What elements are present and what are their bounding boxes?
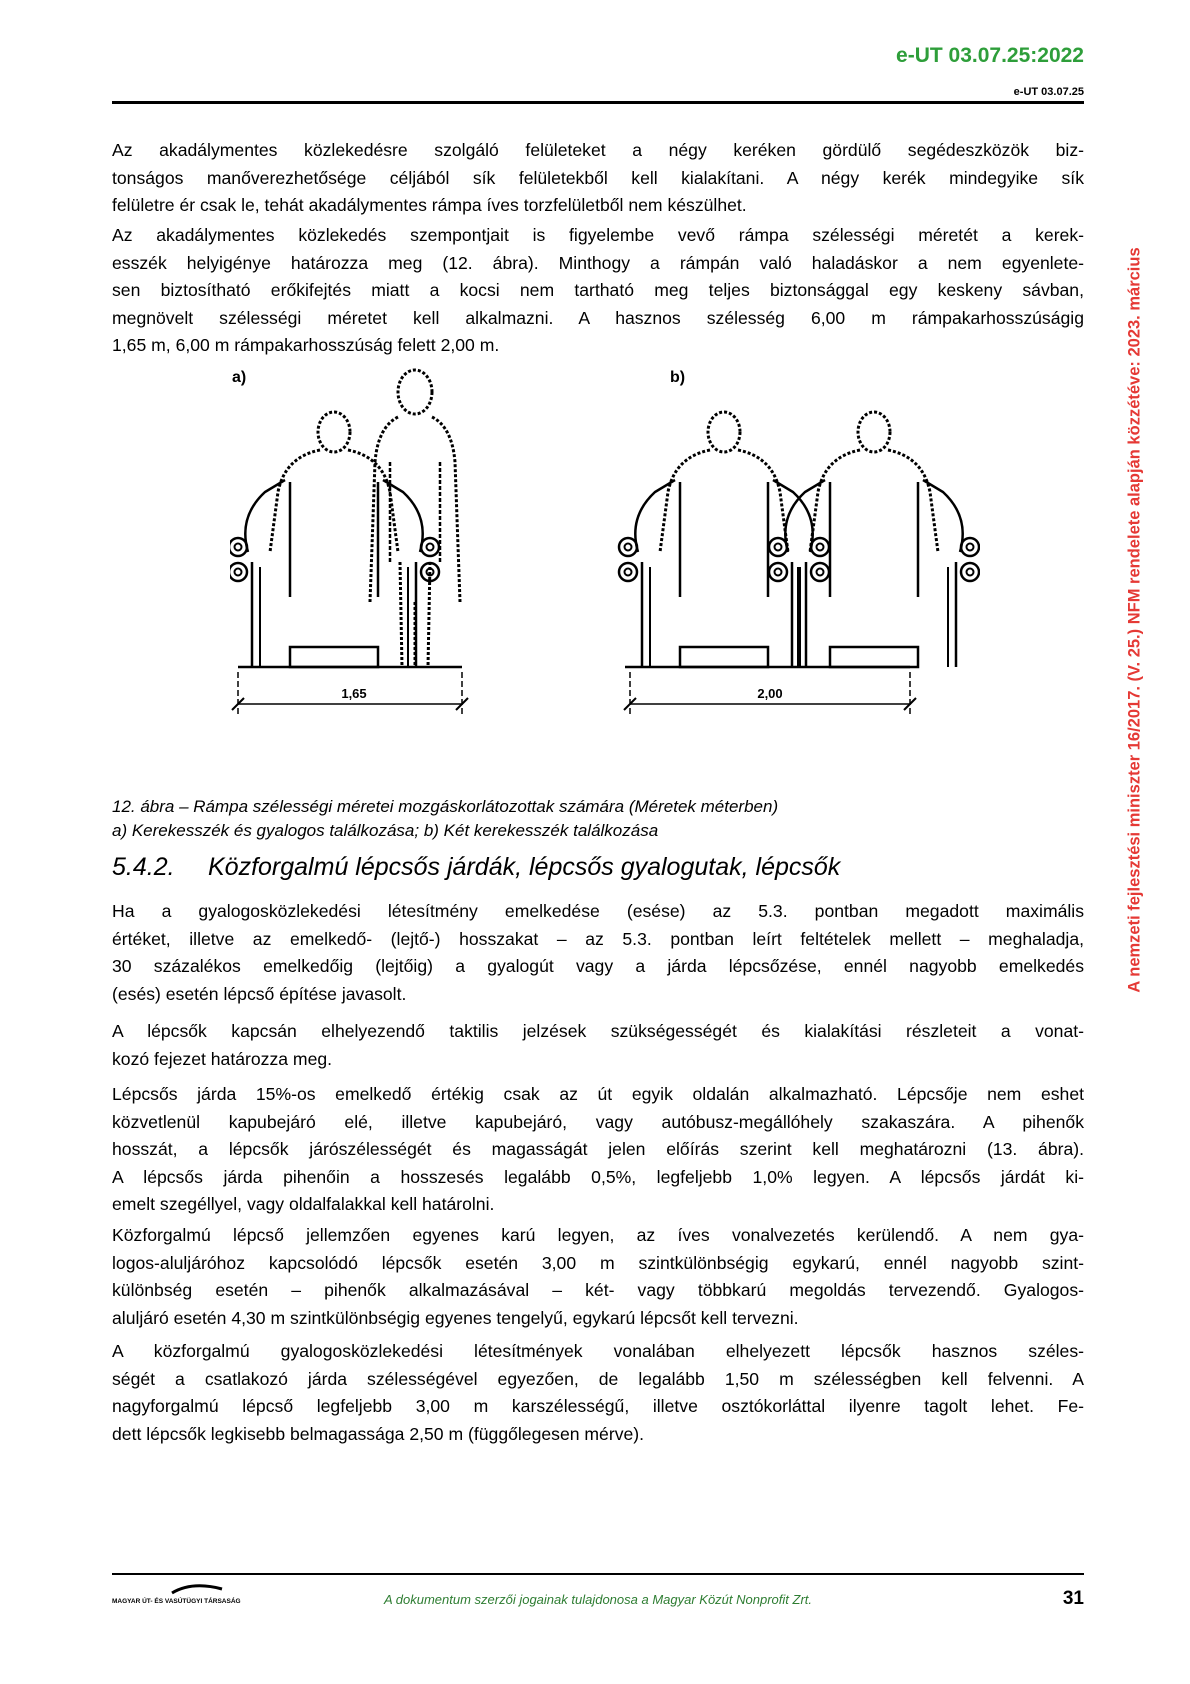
header-doc-code-small: e-UT 03.07.25 xyxy=(1013,86,1084,98)
society-logo-text: MAGYAR ÚT- ÉS VASÚTÜGYI TÁRSASÁG xyxy=(112,1598,241,1605)
paragraph-line: ségét a csatlakozó járda szélességével egyezően, de legalább 1,50 m szélességben kell felvenni. A xyxy=(112,1368,1084,1389)
footer-copyright: A dokumentum szerzői jogainak tulajdonosa a Magyar Közút Nonprofit Zrt. xyxy=(383,1592,812,1607)
paragraph-line: 1,65 m, 6,00 m rámpakarhosszúság felett 2,00 m. xyxy=(112,335,500,355)
section-heading xyxy=(112,853,840,882)
dimension-a-label: 1,65 xyxy=(341,686,367,701)
section-number: 5.4.2. xyxy=(112,853,175,881)
paragraph-line: közvetlenül kapubejáró elé, illetve kapubejáró, vagy autóbusz-megállóhely szakaszára. A pihenők xyxy=(112,1111,1084,1132)
paragraph-line: emelt szegéllyel, vagy oldalfalakkal kell határolni. xyxy=(112,1194,495,1214)
paragraph-5 xyxy=(112,1081,1084,1219)
page-number: 31 xyxy=(1062,1588,1084,1609)
figure-label-a: a) xyxy=(232,369,247,386)
paragraph-line: 30 százalékos emelkedőig (lejtőig) a gyalogút vagy a járda lépcsőzése, ennél nagyobb emelkedés xyxy=(112,956,1084,976)
paragraph-line: dett lépcsők legkisebb belmagassága 2,50 m (függőlegesen mérve). xyxy=(112,1423,645,1444)
footer-rule xyxy=(112,1573,1084,1575)
wheelchair-figure-b-right xyxy=(769,412,979,667)
figure-caption xyxy=(112,795,778,843)
paragraph-1 xyxy=(112,137,1084,220)
figure-caption-line-1: 12. ábra – Rámpa szélességi méretei mozgáskorlátozottak számára (Méretek méterben) xyxy=(112,797,779,816)
side-publication-note: A nemzeti fejlesztési miniszter 16/2017. (V. 25.) NFM rendelete alapján közzétéve: 2023. március xyxy=(1125,247,1144,993)
paragraph-line: A közforgalmú gyalogosközlekedési létesítmények vonalában elhelyezett lépcsők hasznos széles- xyxy=(112,1341,1084,1361)
ramp-width-figure xyxy=(230,362,980,777)
paragraph-2 xyxy=(112,222,1084,360)
paragraph-3 xyxy=(112,898,1084,1008)
paragraph-line: felületre ér csak le, tehát akadálymentes rámpa íves torzfelületből nem készülhet. xyxy=(112,195,747,215)
paragraph-line: különbség esetén – pihenők alkalmazásával – két- vagy többkarú megoldás tervezendő. Gyalogos- xyxy=(112,1280,1084,1300)
paragraph-line: Közforgalmú lépcső jellemzően egyenes karú legyen, az íves vonalvezetés kerülendő. A nem gya- xyxy=(112,1225,1084,1245)
paragraph-line: megnövelt szélességi méretet kell alkalmazni. A hasznos szélesség 6,00 m rámpakarhosszúságig xyxy=(112,307,1084,328)
paragraph-line: esszék helyigénye határozza meg (12. ábra). Minthogy a rámpán való haladáskor a nem egyenlete- xyxy=(112,252,1084,273)
wheelchair-figure-b-left xyxy=(619,412,829,667)
paragraph-line: A lépcsős járda pihenőin a hosszesés legalább 0,5%, legfeljebb 1,0% legyen. A lépcsős járdát ki- xyxy=(112,1166,1084,1187)
wheelchair-figure-a xyxy=(230,412,439,667)
paragraph-line: értéket, illetve az emelkedő- (lejtő-) hosszakat – az 5.3. pontban leírt feltételek mellett – meghaladja, xyxy=(112,928,1084,949)
paragraph-line: Az akadálymentes közlekedésre szolgáló felületeket a négy keréken gördülő segédeszközök biz- xyxy=(112,140,1084,160)
figure-label-b: b) xyxy=(670,369,686,386)
paragraph-6 xyxy=(112,1222,1084,1332)
paragraph-line: aluljáró esetén 4,30 m szintkülönbségig egyenes tengelyű, egykarú lépcsőt kell tervezni. xyxy=(112,1307,799,1328)
paragraph-line: Lépcsős járda 15%-os emelkedő értékig csak az út egyik oldalán alkalmazható. Lépcsője nem eshet xyxy=(112,1084,1084,1104)
figure-caption-line-2: a) Kerekesszék és gyalogos találkozása; b) Két kerekesszék találkozása xyxy=(112,821,659,840)
pedestrian-figure xyxy=(370,370,460,667)
paragraph-line: sen biztosítható erőkifejtés miatt a kocsi nem tartható meg teljes biztonsággal egy keskeny sávban, xyxy=(112,280,1084,300)
paragraph-line: A lépcsők kapcsán elhelyezendő taktilis jelzések szükségességét és kialakítási részleteit a vonat- xyxy=(112,1021,1084,1041)
dimension-b-label: 2,00 xyxy=(757,686,783,701)
paragraph-line: nagyforgalmú lépcső legfeljebb 3,00 m karszélességű, illetve osztókorláttal ilyenre tagolt lehet. Fe- xyxy=(112,1396,1084,1416)
header-doc-code: e-UT 03.07.25:2022 xyxy=(896,44,1084,67)
paragraph-line: logos-aluljáróhoz kapcsolódó lépcsők esetén 3,00 m szintkülönbségig egykarú, ennél nagyobb szint- xyxy=(112,1252,1084,1273)
paragraph-4 xyxy=(112,1018,1084,1073)
paragraph-line: Az akadálymentes közlekedés szempontjait is figyelembe vevő rámpa szélességi méretét a kerek- xyxy=(112,225,1084,245)
paragraph-line: Ha a gyalogosközlekedési létesítmény emelkedése (esése) az 5.3. pontban megadott maximális xyxy=(112,901,1084,921)
paragraph-line: kozó fejezet határozza meg. xyxy=(112,1048,333,1069)
paragraph-line: (esés) esetén lépcső építése javasolt. xyxy=(112,983,407,1004)
paragraph-line: hosszát, a lépcsők járószélességét és magasságát jelen előírás szerint kell meghatározni (13. ábra). xyxy=(112,1139,1084,1159)
section-title: Közforgalmú lépcsős járdák, lépcsős gyalogutak, lépcsők xyxy=(208,853,841,881)
paragraph-line: tonságos manőverezhetősége céljából sík felületekből kell kialakítani. A négy kerék mindegyike sík xyxy=(112,167,1084,188)
paragraph-7 xyxy=(112,1338,1084,1448)
header-rule xyxy=(112,101,1084,104)
